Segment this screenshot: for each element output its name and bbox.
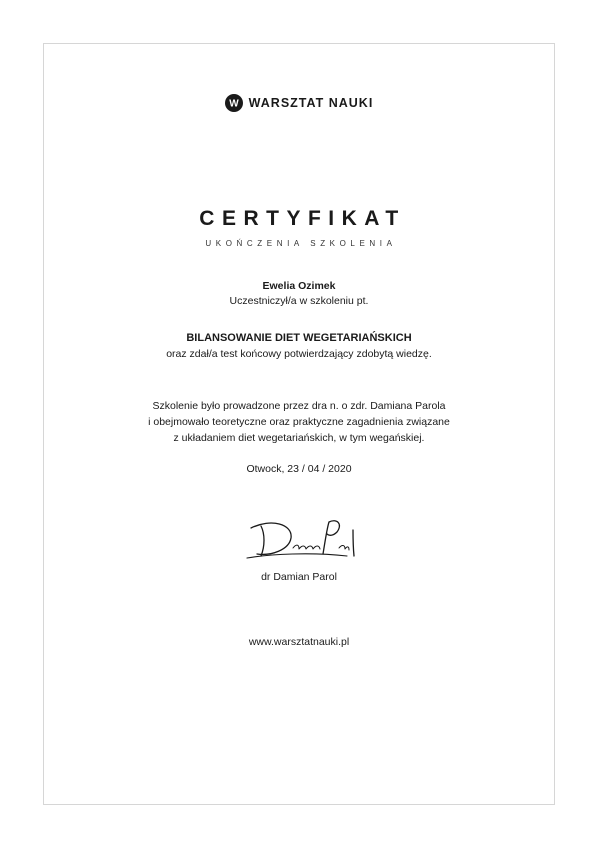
description-line: i obejmowało teoretyczne oraz praktyczne zagadnienia związane (148, 416, 450, 428)
logo-mark-letter: W (228, 98, 239, 110)
participant-name: Ewelia Ozimek (262, 280, 336, 292)
certificate-subtitle: UKOŃCZENIA SZKOLENIA (205, 239, 397, 248)
signer-name: dr Damian Parol (261, 571, 337, 583)
place-date: Otwock, 23 / 04 / 2020 (246, 463, 352, 475)
logo-w-icon (225, 94, 243, 112)
description-line: Szkolenie było prowadzone przez dra n. o zdr. Damiana Parola (152, 400, 446, 412)
course-description (44, 398, 554, 446)
test-text: oraz zdał/a test końcowy potwierdzający zdobytą wiedzę. (166, 348, 432, 360)
logo (44, 94, 554, 112)
handwritten-signature (241, 514, 365, 564)
certificate-title: CERTYFIKAT (199, 207, 406, 230)
certificate (43, 43, 555, 805)
website-url: www.warsztatnauki.pl (248, 636, 350, 648)
logo-text: WARSZTAT NAUKI (248, 96, 374, 110)
description-line: z układaniem diet wegetariańskich, w tym wegańskiej. (173, 432, 425, 444)
course-title: BILANSOWANIE DIET WEGETARIAŃSKICH (186, 332, 412, 344)
participation-text: Uczestniczył/a w szkoleniu pt. (229, 295, 369, 307)
